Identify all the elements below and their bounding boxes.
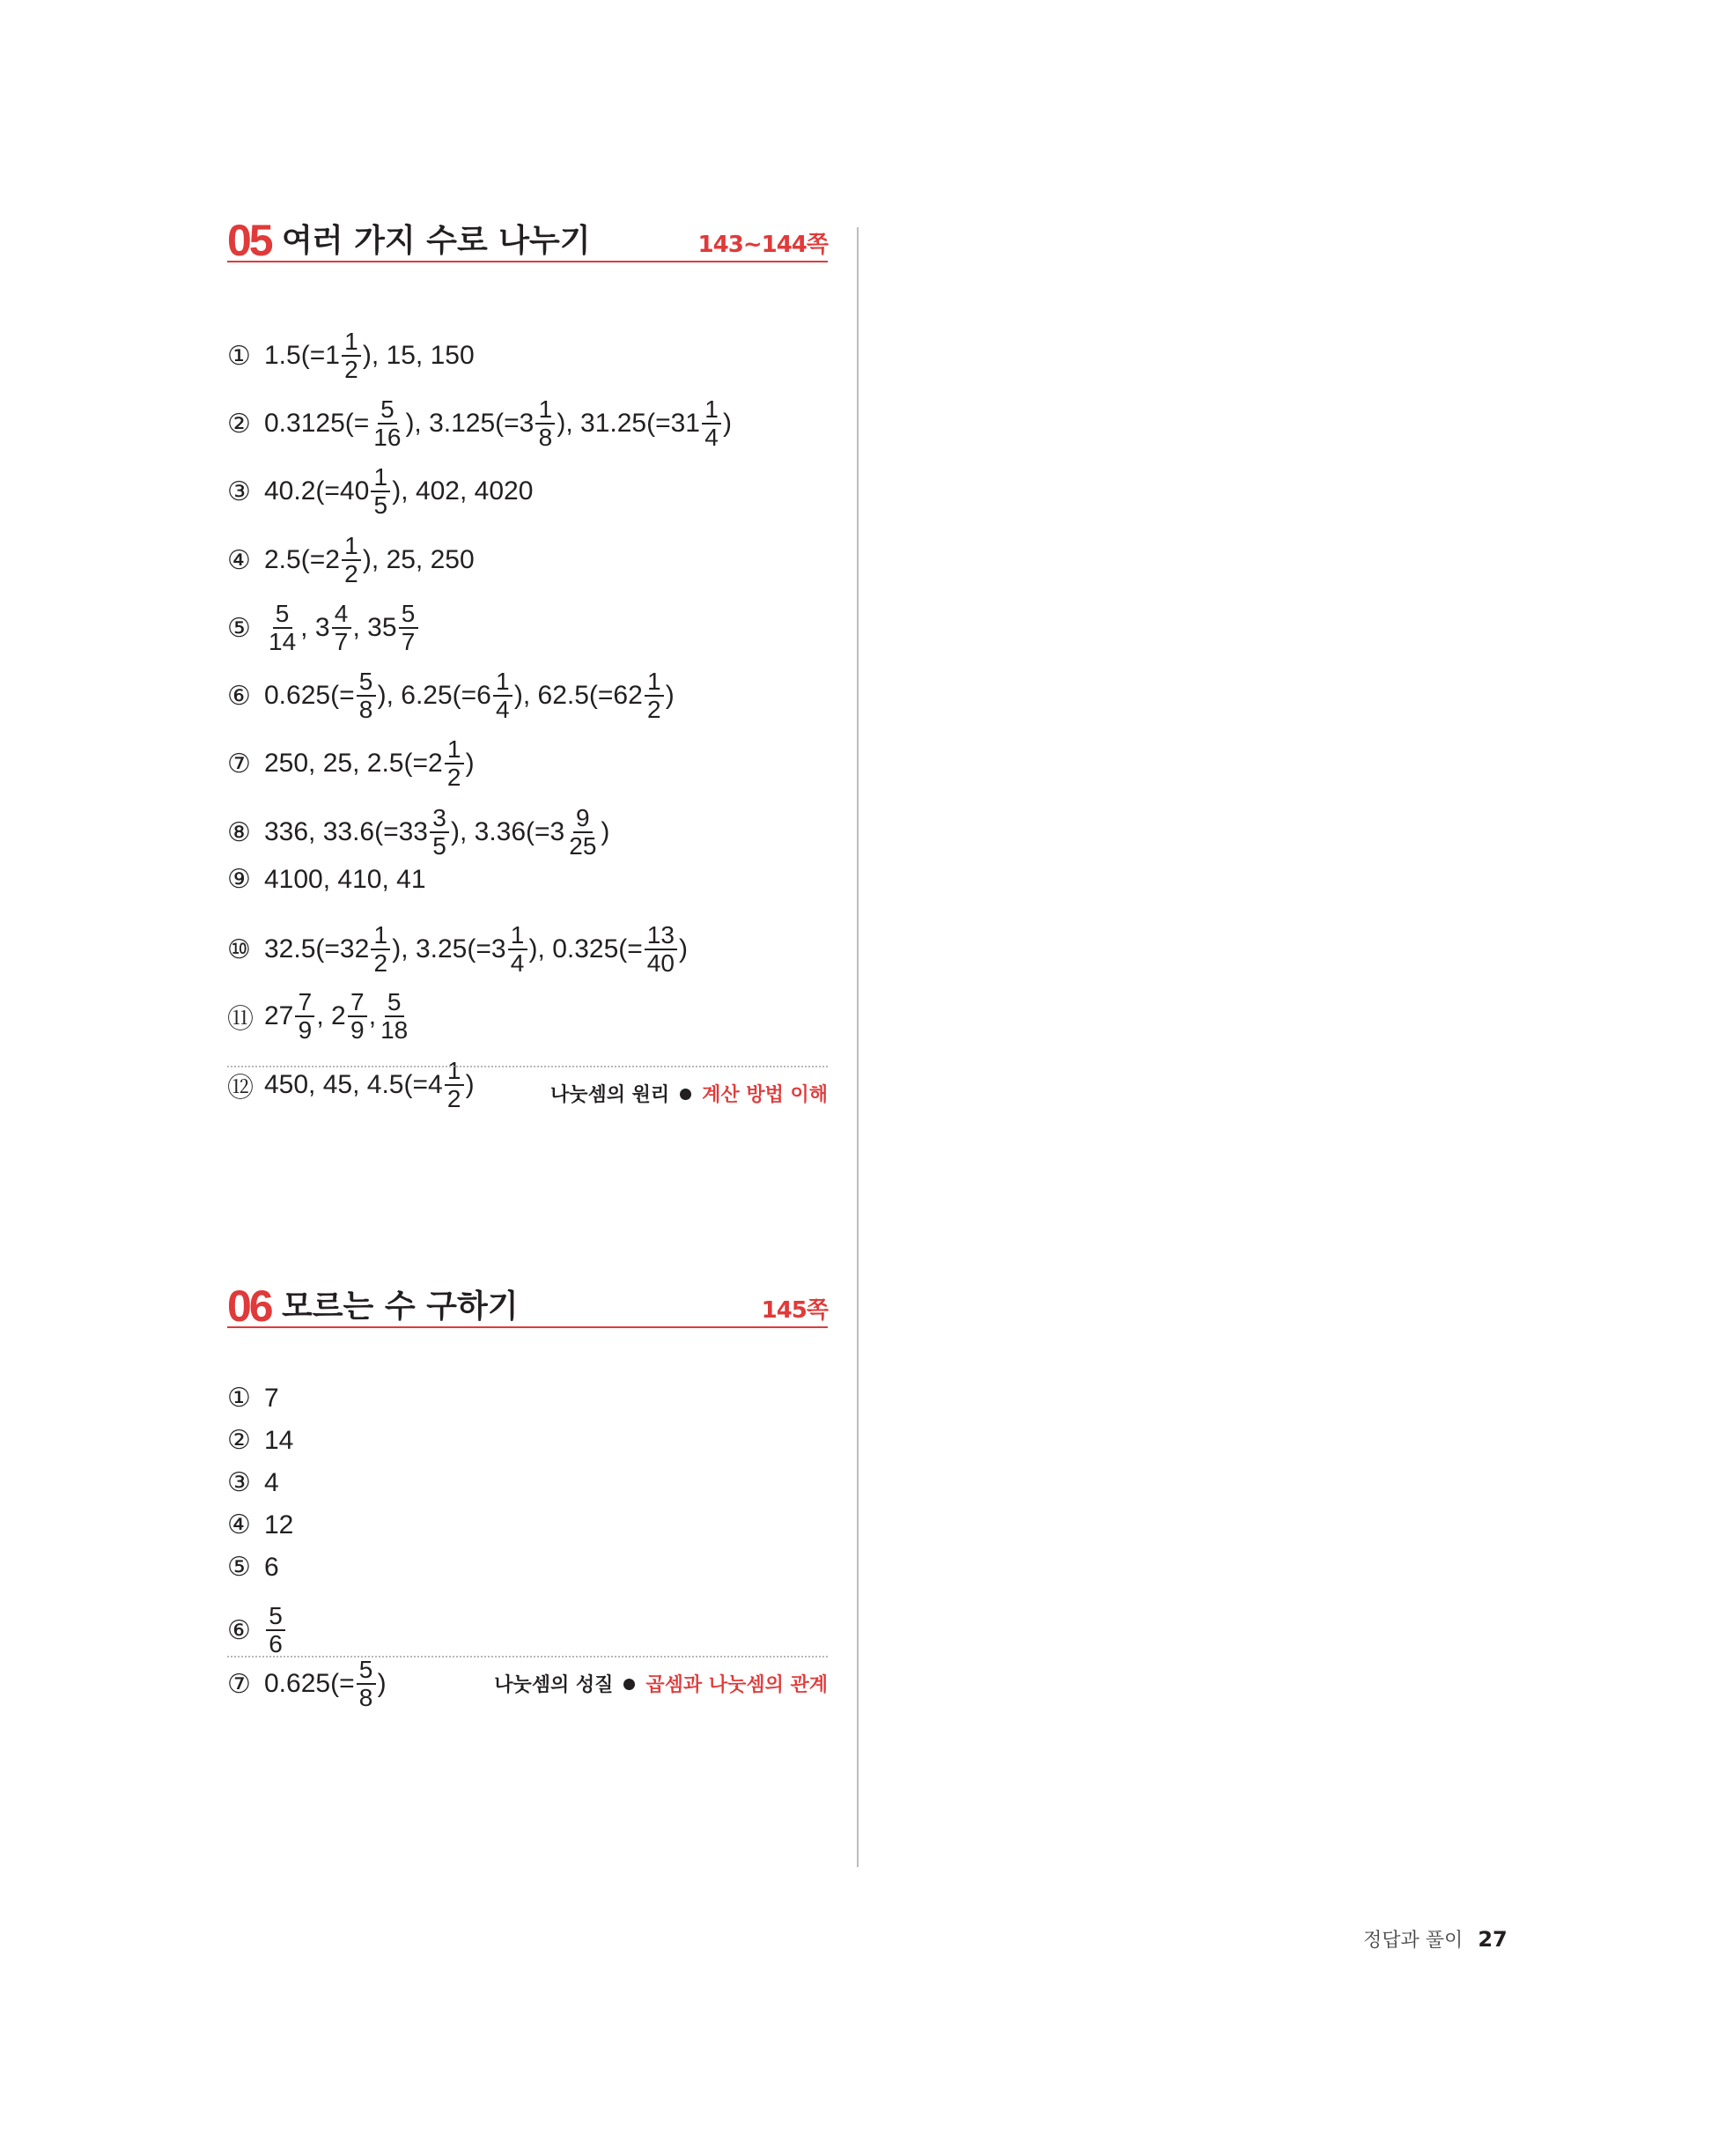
fraction-denominator: 2 xyxy=(646,696,661,723)
fraction-numerator: 1 xyxy=(445,736,464,764)
section-05 xyxy=(227,216,828,1112)
section-header xyxy=(227,1281,828,1331)
fraction xyxy=(399,601,418,655)
section-page-reference: 143~144쪽 xyxy=(697,232,828,258)
section-06 xyxy=(227,1281,828,1711)
answer-marker: ⑤ xyxy=(227,612,251,644)
answer-marker: ⑪ xyxy=(227,1004,254,1035)
answer-marker: ④ xyxy=(227,544,251,576)
fraction-denominator: 4 xyxy=(510,949,525,977)
answer-marker: ③ xyxy=(227,1467,251,1498)
answer-text: ), 25, 250 xyxy=(362,545,475,574)
answer-text: 7 xyxy=(264,1383,279,1413)
fraction-numerator: 5 xyxy=(399,601,418,629)
answer-text: ), 3.125(=3 xyxy=(405,409,535,438)
fraction-denominator: 8 xyxy=(538,424,553,451)
answer-text: ), 31.25(=31 xyxy=(557,409,700,438)
fraction-numerator: 5 xyxy=(273,601,292,629)
answer-text: 0.625(= xyxy=(264,681,355,710)
fraction xyxy=(342,329,361,383)
fraction-denominator: 18 xyxy=(380,1016,409,1044)
answer-marker: ⑩ xyxy=(227,934,251,965)
answer-marker: ① xyxy=(227,340,251,372)
answer-text: 2.5(=2 xyxy=(264,545,340,574)
fraction-numerator: 1 xyxy=(645,668,664,697)
fraction-numerator: 13 xyxy=(645,922,677,950)
fraction-numerator: 3 xyxy=(430,805,449,833)
answer-text: 40.2(=40 xyxy=(264,476,370,506)
fraction-numerator: 7 xyxy=(295,989,314,1017)
footer-label: 정답과 풀이 xyxy=(1363,1930,1464,1952)
answer-text: ) xyxy=(465,1070,475,1099)
answer-text: 27 xyxy=(264,1001,294,1030)
answer-text: ), 15, 150 xyxy=(362,341,475,370)
answer-text: , 2 xyxy=(316,1001,346,1030)
fraction xyxy=(357,1657,376,1711)
fraction xyxy=(348,989,367,1044)
answer-marker: ⑫ xyxy=(227,1073,254,1104)
answer-item xyxy=(227,329,475,383)
answer-item xyxy=(227,805,609,860)
answer-item xyxy=(227,1510,293,1540)
fraction xyxy=(430,805,449,860)
answer-text: ) xyxy=(601,817,610,846)
section-number: 06 xyxy=(227,1281,271,1331)
fraction xyxy=(645,922,677,977)
fraction xyxy=(266,1603,285,1658)
answer-text: ), 62.5(=62 xyxy=(513,681,643,710)
answer-marker: ⑧ xyxy=(227,816,251,848)
fraction-denominator: 8 xyxy=(358,696,373,723)
fraction-numerator: 5 xyxy=(385,989,404,1017)
fraction-denominator: 8 xyxy=(358,1684,373,1711)
answer-text: 336, 33.6(=33 xyxy=(264,817,428,846)
answer-item xyxy=(227,601,420,655)
fraction-denominator: 5 xyxy=(373,491,388,519)
fraction-denominator: 40 xyxy=(646,949,675,977)
answer-item xyxy=(227,533,475,587)
fraction-denominator: 2 xyxy=(344,560,358,587)
fraction xyxy=(702,396,721,451)
answer-item xyxy=(227,922,688,977)
fraction-denominator: 7 xyxy=(334,628,349,655)
fraction-numerator: 5 xyxy=(266,1603,285,1631)
fraction xyxy=(342,533,361,587)
fraction-numerator: 5 xyxy=(357,1657,376,1685)
fraction-denominator: 2 xyxy=(446,1085,461,1112)
fraction xyxy=(645,668,664,723)
answer-text: 4 xyxy=(264,1467,279,1497)
answer-text: 32.5(=32 xyxy=(264,934,370,964)
answer-marker: ⑤ xyxy=(227,1552,251,1583)
fraction-numerator: 7 xyxy=(348,989,367,1017)
answer-text: 450, 45, 4.5(=4 xyxy=(264,1070,443,1099)
answer-text: 6 xyxy=(264,1552,279,1582)
answer-text: 1.5(=1 xyxy=(264,341,340,370)
fraction xyxy=(445,736,464,791)
fraction xyxy=(295,989,314,1044)
fraction xyxy=(508,922,527,977)
page-footer xyxy=(1363,1925,1508,1953)
fraction-numerator: 9 xyxy=(573,805,593,833)
fraction-numerator: 1 xyxy=(371,922,390,950)
answer-text: ) xyxy=(377,1669,387,1698)
fraction-numerator: 5 xyxy=(378,396,397,425)
fraction-numerator: 1 xyxy=(535,396,555,425)
fraction-numerator: 1 xyxy=(508,922,527,950)
answer-marker: ⑨ xyxy=(227,864,251,895)
fraction xyxy=(378,989,410,1044)
fraction xyxy=(332,601,351,655)
fraction-numerator: 1 xyxy=(342,329,361,357)
answer-marker: ⑦ xyxy=(227,748,251,779)
answer-text: 0.3125(= xyxy=(264,409,370,438)
fraction-denominator: 5 xyxy=(432,832,446,860)
fraction-denominator: 2 xyxy=(344,356,358,383)
answer-text: 12 xyxy=(264,1510,294,1539)
section-title: 여러 가지 수로 나누기 xyxy=(282,223,591,259)
fraction-numerator: 1 xyxy=(702,396,721,425)
fraction-denominator: 4 xyxy=(496,696,510,723)
answer-text: 14 xyxy=(264,1425,294,1455)
fraction xyxy=(535,396,555,451)
page-number: 27 xyxy=(1478,1927,1508,1952)
answer-text: ) xyxy=(665,681,675,710)
answer-item xyxy=(227,1552,279,1583)
answer-item xyxy=(227,989,412,1044)
concept-main: 나눗셈의 원리 xyxy=(549,1084,670,1106)
fraction-denominator: 6 xyxy=(269,1630,283,1658)
answer-item xyxy=(227,864,426,895)
fraction xyxy=(493,668,513,723)
fraction-denominator: 7 xyxy=(401,628,416,655)
concept-sub: 계산 방법 이해 xyxy=(702,1084,828,1106)
answer-text: ) xyxy=(678,934,688,964)
fraction xyxy=(266,601,299,655)
answer-item xyxy=(227,1657,387,1711)
answer-text: , 3 xyxy=(300,613,330,642)
fraction-numerator: 4 xyxy=(332,601,351,629)
answer-marker: ③ xyxy=(227,476,251,507)
fraction-numerator: 1 xyxy=(493,668,513,697)
answer-item xyxy=(227,464,533,519)
bullet-dot-icon xyxy=(623,1679,635,1690)
answer-text: , xyxy=(368,1001,377,1030)
fraction-denominator: 2 xyxy=(373,949,388,977)
fraction-denominator: 2 xyxy=(446,764,461,791)
section-header xyxy=(227,216,828,265)
concept-main: 나눗셈의 성질 xyxy=(494,1674,614,1696)
answer-marker: ⑥ xyxy=(227,680,251,712)
answer-item xyxy=(227,1425,293,1456)
fraction xyxy=(371,922,390,977)
fraction xyxy=(357,668,376,723)
answer-text: ), 6.25(=6 xyxy=(377,681,491,710)
concept-sub: 곱셈과 나눗셈의 관계 xyxy=(645,1674,828,1696)
answer-item xyxy=(227,396,732,451)
fraction-denominator: 16 xyxy=(373,424,402,451)
answer-text: 250, 25, 2.5(=2 xyxy=(264,749,443,778)
fraction-numerator: 1 xyxy=(371,464,390,492)
section-title: 모르는 수 구하기 xyxy=(282,1288,519,1325)
bullet-dot-icon xyxy=(680,1089,691,1100)
fraction-denominator: 9 xyxy=(350,1016,365,1044)
answer-marker: ⑦ xyxy=(227,1668,251,1700)
answer-item xyxy=(227,1383,279,1414)
fraction xyxy=(371,464,390,519)
fraction xyxy=(566,805,599,860)
column-divider xyxy=(857,227,859,1867)
answer-text: 0.625(= xyxy=(264,1669,355,1698)
fraction-numerator: 5 xyxy=(357,668,376,697)
section-number: 05 xyxy=(227,216,271,265)
fraction-denominator: 4 xyxy=(704,424,719,451)
answer-marker: ⑥ xyxy=(227,1614,251,1646)
answer-item xyxy=(227,668,675,723)
answer-text: ), 0.325(= xyxy=(528,934,643,964)
answer-marker: ① xyxy=(227,1383,251,1414)
answer-text: 4100, 410, 41 xyxy=(264,864,426,894)
answer-text: ), 3.36(=3 xyxy=(451,817,565,846)
fraction-denominator: 14 xyxy=(269,628,297,655)
fraction-denominator: 25 xyxy=(569,832,597,860)
answer-text: ) xyxy=(723,409,732,438)
fraction-numerator: 1 xyxy=(445,1058,464,1086)
answer-item xyxy=(227,1603,287,1658)
answer-marker: ② xyxy=(227,1425,251,1456)
answer-item xyxy=(227,736,475,791)
section-page-reference: 145쪽 xyxy=(761,1297,828,1324)
answer-text: ), 402, 4020 xyxy=(392,476,534,506)
answer-text: , 35 xyxy=(352,613,397,642)
fraction xyxy=(371,396,403,451)
answer-marker: ④ xyxy=(227,1510,251,1540)
answer-text: ) xyxy=(465,749,475,778)
fraction-denominator: 9 xyxy=(298,1016,313,1044)
answer-text: ), 3.25(=3 xyxy=(392,934,506,964)
fraction-numerator: 1 xyxy=(342,533,361,561)
answer-marker: ② xyxy=(227,408,251,439)
answer-item xyxy=(227,1467,279,1498)
